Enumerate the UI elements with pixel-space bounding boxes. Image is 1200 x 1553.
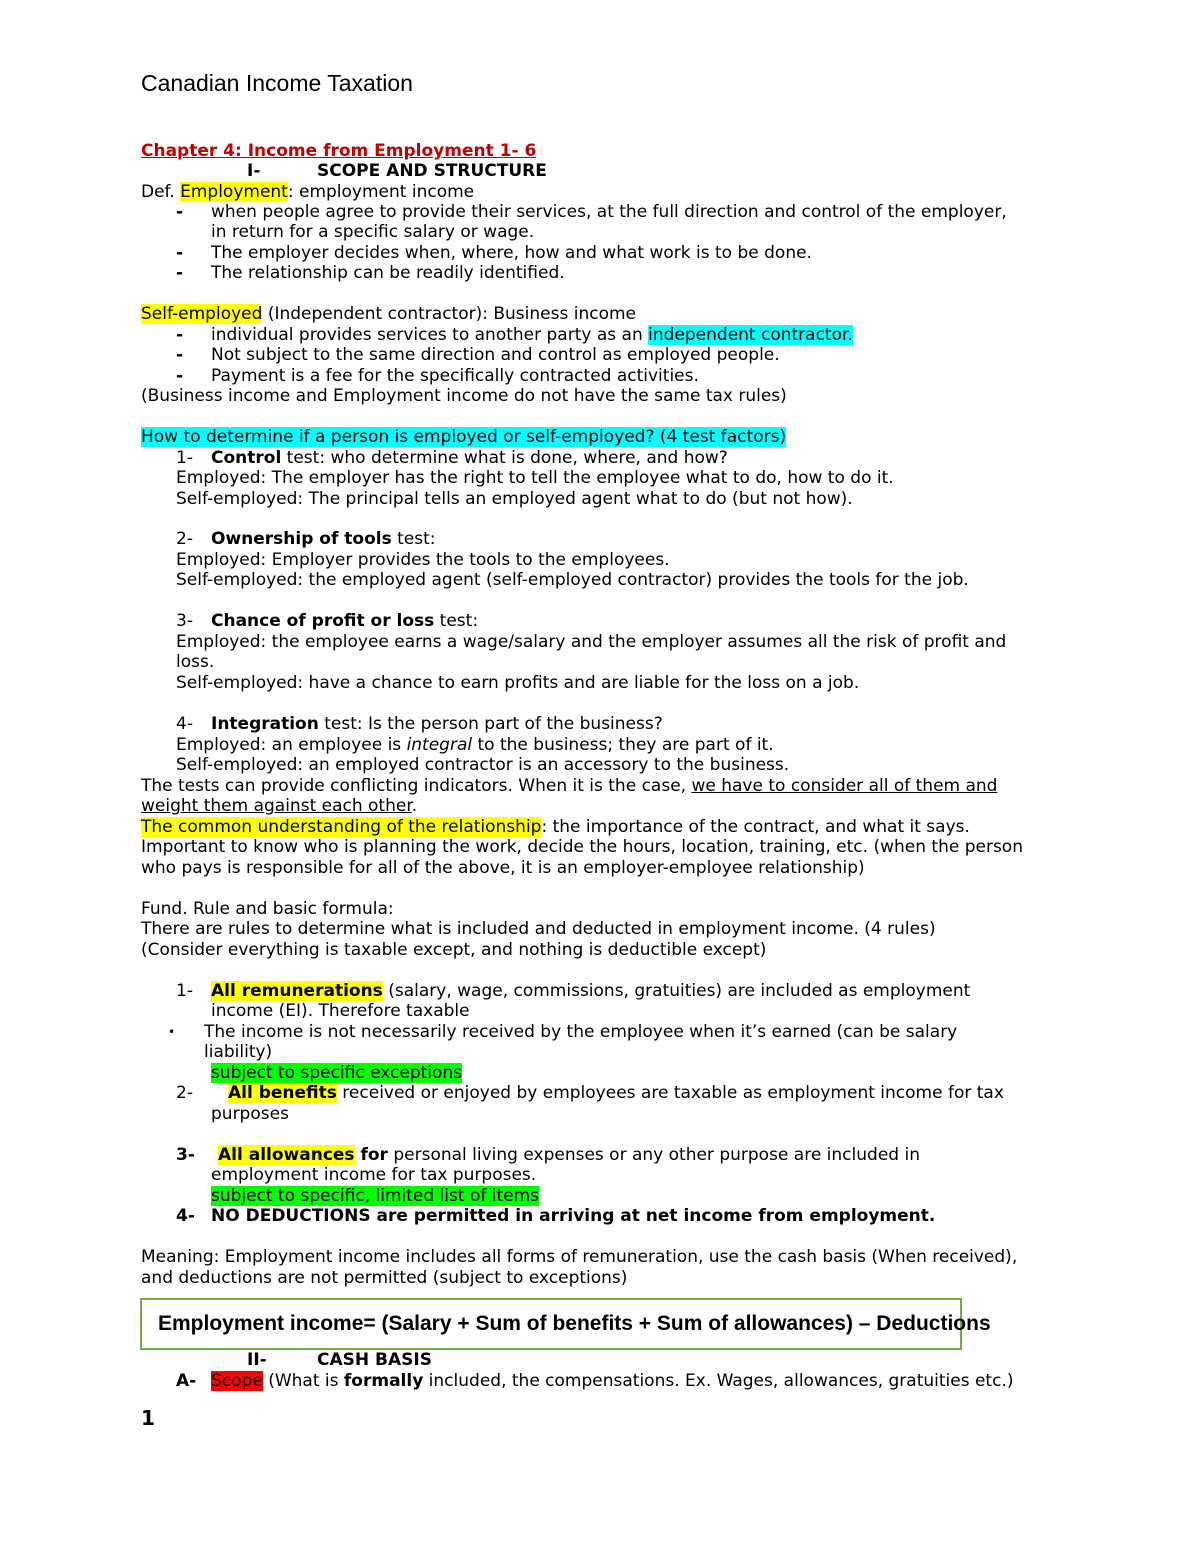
chapter-title: Chapter 4: Income from Employment 1- 6: [141, 141, 537, 161]
employment-definition: Def. Employment: employment income: [141, 182, 475, 202]
rule-1-text: All remunerations (salary, wage, commissions, gratuities) are included as employment: [211, 981, 971, 1001]
employment-bullet-1-cont: in return for a specific salary or wage.: [211, 222, 535, 242]
rule-2-text: All benefits received or enjoyed by employees are taxable as employment income for tax: [228, 1083, 1004, 1103]
page-number: 1: [141, 1406, 155, 1430]
self-employed-bullet-1: individual provides services to another party as an independent contractor.: [211, 325, 853, 345]
section-2-title: CASH BASIS: [317, 1350, 432, 1370]
employment-term: Employment: [180, 182, 288, 202]
rule-1-subpoint: The income is not necessarily received by the employee when it’s earned (can be salary: [204, 1022, 958, 1042]
section-2-number: II-: [247, 1350, 267, 1370]
employment-bullet-1: when people agree to provide their services, at the full direction and control of the employer,: [211, 202, 1007, 222]
rule-3-text: All allowances for personal living expenses or any other purpose are included in: [218, 1145, 920, 1165]
test-3-heading: Chance of profit or loss test:: [211, 611, 479, 631]
test-1-heading: Control test: who determine what is done, where, and how?: [211, 448, 728, 468]
test-1-employed: Employed: The employer has the right to tell the employee what to do, how to do it.: [176, 468, 894, 488]
dash-bullet: -: [176, 243, 184, 263]
section-1-title: SCOPE AND STRUCTURE: [317, 161, 547, 181]
self-employed-bullet-2: Not subject to the same direction and control as employed people.: [211, 345, 780, 365]
meaning-text: Meaning: Employment income includes all forms of remuneration, use the cash basis (When received),: [141, 1247, 1018, 1267]
dash-bullet: -: [176, 345, 184, 365]
test-2-heading: Ownership of tools test:: [211, 529, 436, 549]
test-1-number: 1-: [176, 448, 193, 468]
formula-text: Employment income= (Salary + Sum of benefits + Sum of allowances) – Deductions: [158, 1312, 991, 1335]
test-2-number: 2-: [176, 529, 193, 549]
test-3-employed: Employed: the employee earns a wage/salary and the employer assumes all the risk of profit and: [176, 632, 1007, 652]
rule-1-subpoint-cont: liability): [204, 1042, 273, 1062]
bullet-icon: •: [168, 1025, 176, 1039]
employment-bullet-2: The employer decides when, where, how and what work is to be done.: [211, 243, 812, 263]
dash-bullet: -: [176, 202, 184, 222]
rule-1-exceptions: subject to specific exceptions: [211, 1063, 463, 1083]
self-employed-bullet-3: Payment is a fee for the specifically contracted activities.: [211, 366, 699, 386]
fund-rule-heading: Fund. Rule and basic formula:: [141, 899, 394, 919]
rule-2-text-cont: purposes: [211, 1104, 289, 1124]
tests-question: How to determine if a person is employed or self-employed? (4 test factors): [141, 427, 787, 447]
rules-intro: There are rules to determine what is included and deducted in employment income. (4 rules): [141, 919, 936, 939]
test-3-employed-cont: loss.: [176, 652, 215, 672]
rule-2-number: 2-: [176, 1083, 193, 1103]
tax-rules-note: (Business income and Employment income do not have the same tax rules): [141, 386, 787, 406]
test-1-self-employed: Self-employed: The principal tells an employed agent what to do (but not how).: [176, 489, 853, 509]
independent-contractor-highlight: independent contractor.: [648, 325, 853, 345]
common-understanding: The common understanding of the relationship: the importance of the contract, and what it says.: [141, 817, 970, 837]
test-4-self-employed: Self-employed: an employed contractor is an accessory to the business.: [176, 755, 790, 775]
page-header-title: Canadian Income Taxation: [141, 70, 413, 96]
self-employed-term: Self-employed: [141, 304, 263, 324]
dash-bullet: -: [176, 263, 184, 283]
employment-bullet-3: The relationship can be readily identified.: [211, 263, 565, 283]
rule-3-number: 3-: [176, 1145, 195, 1165]
rule-1-number: 1-: [176, 981, 193, 1001]
section-2-a-text: Scope (What is formally included, the compensations. Ex. Wages, allowances, gratuities etc.): [211, 1371, 1014, 1391]
section-1-number: I-: [247, 161, 261, 181]
important-note-cont: who pays is responsible for all of the above, it is an employer-employee relationship): [141, 858, 865, 878]
section-2-a-number: A-: [176, 1371, 197, 1391]
rule-3-exceptions: subject to specific, limited list of items: [211, 1186, 540, 1206]
test-2-employed: Employed: Employer provides the tools to the employees.: [176, 550, 670, 570]
rules-intro-cont: (Consider everything is taxable except, and nothing is deductible except): [141, 940, 767, 960]
rule-4-number: 4-: [176, 1206, 195, 1226]
rule-3-text-cont: employment income for tax purposes.: [211, 1165, 537, 1185]
rule-4-text: NO DEDUCTIONS are permitted in arriving at net income from employment.: [211, 1206, 936, 1226]
self-employed-definition: Self-employed (Independent contractor): Business income: [141, 304, 637, 324]
test-3-number: 3-: [176, 611, 193, 631]
test-2-self-employed: Self-employed: the employed agent (self-employed contractor) provides the tools for the job.: [176, 570, 969, 590]
rule-1-text-cont: income (EI). Therefore taxable: [211, 1001, 470, 1021]
test-3-self-employed: Self-employed: have a chance to earn profits and are liable for the loss on a job.: [176, 673, 860, 693]
formula-box: [140, 1298, 991, 1350]
test-4-number: 4-: [176, 714, 193, 734]
conflicting-indicators-text: The tests can provide conflicting indicators. When it is the case, we have to consider all of them and: [141, 776, 998, 796]
test-4-heading: Integration test: Is the person part of the business?: [211, 714, 663, 734]
conflicting-indicators-cont: weight them against each other.: [141, 796, 418, 816]
test-4-employed: Employed: an employee is integral to the business; they are part of it.: [176, 735, 774, 755]
important-note: Important to know who is planning the work, decide the hours, location, training, etc. (when the person: [141, 837, 1023, 857]
dash-bullet: -: [176, 325, 184, 345]
dash-bullet: -: [176, 366, 184, 386]
meaning-text-cont: and deductions are not permitted (subject to exceptions): [141, 1268, 628, 1288]
